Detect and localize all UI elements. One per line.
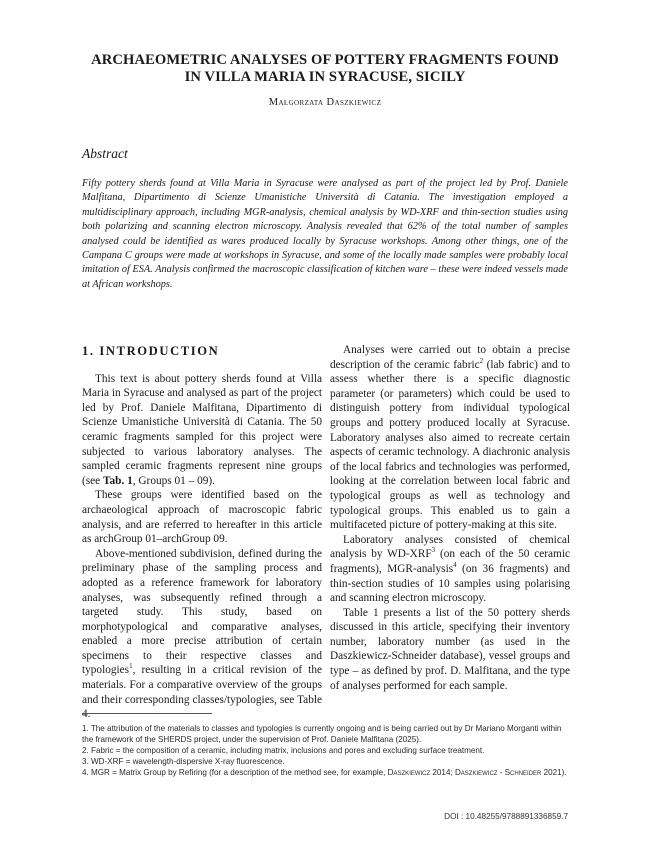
left-column [82,344,322,722]
title-line-2: IN VILLA MARIA IN SYRACUSE, SICILY [184,69,466,85]
paragraph-4: Analyses were carried out to obtain a precise description of the ceramic fabric$^2$ (lab fabric) and to assess whether there is a specific diagnostic parameter (or parameters) which could be used to distinguish pottery from individual typological groups and pottery produced locally at Syracuse. Laboratory analyses also aimed to recreate certain aspects of ceramic technology. A diachronic analysis of the local fabrics and technologies was performed, looking at the correlation between local fabric and typological groups as well as technology and typological groups. This enabled us to gain a multifaceted picture of pottery-making at this site. [330,344,570,532]
footnote-ref-1[interactable]: 1 [129,662,133,671]
paragraph-6: Table 1 presents a list of the 50 pottery sherds discussed in this article, specifying their inventory number, laboratory number (as used in the Daszkiewicz-Schneider database), vessel groups and type – as defined by prof. D. Malfitana, and the type of analyses performed for each sample. [330,606,570,692]
abstract-text: Fifty pottery sherds found at Villa Maria in Syracuse were analysed as part of the project led by Prof. Daniele Malfitana, Dipartimento di Scienze Umanistiche Università di Catania. The investigation employed a multidisciplinary approach, including MGR-analysis, chemical analysis by WD-XRF and thin-section studies using both polarizing and scanning electron microscopy. Analysis revealed that 62% of the total number of samples analysed could be identified as wares produced locally by Syracuse workshops. Among other things, one of the Campana C groups were made at workshops in Syracuse, and some of the locally made samples were probably local imitation of ESA. Analysis confirmed the macroscopic classification of kitchen ware – these were indeed vessels made at African workshops. [82,178,568,290]
footnote-divider [82,713,212,714]
footnote-3: 3. WD-XRF = wavelength-dispersive X-ray fluorescence. [82,757,285,767]
section-heading: 1. INTRODUCTION [82,344,220,358]
doi: DOI : 10.48255/9788891336859.7 [444,812,568,821]
article-title [70,52,580,86]
paragraph-1: This text is about pottery sherds found at Villa Maria in Syracuse and analysed as part of the project led by Prof. Daniele Malfitana, Dipartimento di Scienze Umanistiche Università di Catania. The 50 ceramic fragments sampled for this project were subjected to various laboratory analyses. The sampled ceramic fragments represent nine groups (see Tab. 1, Groups 01 – 09). [82,372,322,487]
paragraph-5: Laboratory analyses consisted of chemical analysis by WD-XRF$^3$ (on each of the 50 ceramic fragments), MGR-analysis$^4$ (on 36 fragments) and thin-section studies of 10 samples using polarising and scanning electron microscopy. [330,533,570,605]
author-name: Małgorzata Daszkiewicz [268,97,382,108]
footnote-1: 1. The attribution of the materials to classes and typologies is currently ongoing and is being carried out by Dr Mariano Morganti within the framework of the SHERDS project, under the supervision of Prof. Daniele Malfitana (2025). [82,724,562,745]
footnotes [82,723,572,778]
paragraph-2: These groups were identified based on the archaeological approach of macroscopic fabric analysis, and are referred to hereafter in this article as archGroup 01–archGroup 09. [82,489,322,546]
footnote-4: 4. MGR = Matrix Group by Refiring (for a description of the method see, for example, Daszkiewicz 2014; Daszkiewicz - Schneider 2021). [82,768,567,778]
title-line-1: ARCHAEOMETRIC ANALYSES OF POTTERY FRAGMENTS FOUND [91,52,559,68]
citation-1: Daszkiewicz 2014 [387,768,451,778]
footnote-2: 2. Fabric = the composition of a ceramic, including matrix, inclusions and pores and excluding surface treatment. [82,746,485,756]
citation-2: Daszkiewicz - Schneider 2021 [454,768,562,778]
right-column [330,343,570,693]
abstract-heading: Abstract [82,146,128,161]
paragraph-3: Above-mentioned subdivision, defined during the preliminary phase of the sampling process and adopted as a reference framework for laboratory analyses, was subsequently refined through a targeted study. This study, based on morphotypological and comparative analyses, enabled a more precise attribution of certain specimens to their respective classes and typologies$^1$, resulting in a critical revision of the materials. For a comparative overview of the groups and their corresponding classes/typologies, see Table 4. [82,547,322,721]
table-ref: Tab. 1 [103,474,133,487]
footnote-ref-2[interactable]: 2 [479,356,484,365]
footnote-ref-4[interactable]: 4 [453,561,457,570]
footnote-ref-3[interactable]: 3 [431,546,436,555]
